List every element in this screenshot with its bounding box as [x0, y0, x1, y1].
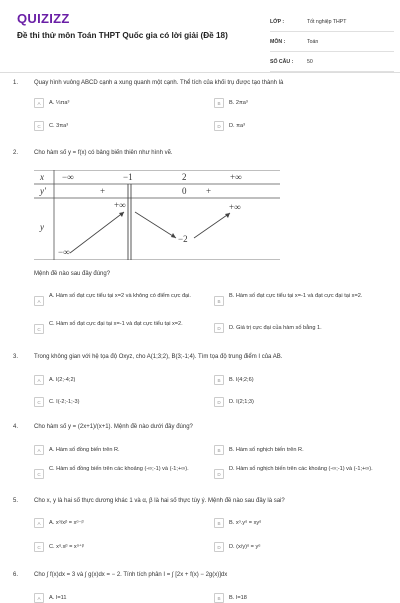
sign-value: +	[100, 186, 106, 196]
option-b[interactable]	[214, 376, 254, 385]
option-text: A. I=11	[49, 595, 67, 601]
option-letter-box: C	[34, 542, 44, 552]
x-value: −1	[123, 172, 133, 182]
meta-key: LỚP :	[270, 18, 285, 25]
option-text: A. xᵅ/xᵝ = xᵅ⁻ᵝ	[49, 520, 84, 526]
option-text: B. 2πa³	[229, 100, 248, 106]
worksheet-header	[0, 0, 400, 70]
y-row-label: y	[40, 222, 44, 232]
meta-value: Toán	[307, 38, 319, 45]
option-b[interactable]	[214, 446, 304, 455]
question-text: Cho hàm số y = f(x) có bảng biến thiên như hình vẽ.	[34, 150, 173, 156]
option-c[interactable]	[34, 543, 84, 552]
question-text: Quay hình vuông ABCD cạnh a xung quanh một cạnh. Thể tích của khối trụ được tạo thành là	[34, 80, 284, 86]
yprime-row-label: y′	[40, 186, 46, 196]
option-b[interactable]	[214, 292, 379, 306]
option-text: C. Hàm số đạt cực đại tại x=-1 và đạt cực tiểu tại x=2.	[49, 321, 183, 327]
meta-row-subject	[270, 32, 394, 52]
meta-row-class	[270, 12, 394, 32]
worksheet-title: Đề thi thử môn Toán THPT Quốc gia có lời giải (Đề 18)	[17, 31, 228, 40]
option-text: B. I(4;2;6)	[229, 377, 254, 383]
option-c[interactable]	[34, 398, 79, 407]
option-text: B. Hàm số nghịch biến trên R.	[229, 447, 304, 453]
worksheet-meta	[270, 12, 394, 72]
option-letter-box: A	[34, 98, 44, 108]
option-d[interactable]	[214, 543, 260, 552]
option-text: A. I(2;-4;2)	[49, 377, 76, 383]
x-value: +∞	[230, 172, 242, 182]
question-text: Trong không gian với hệ tọa độ Oxyz, cho A(1;3;2), B(3;-1;4). Tìm tọa độ trung điểm I của AB.	[34, 354, 283, 360]
option-letter-box: D	[214, 542, 224, 552]
option-text: D. Hàm số nghịch biến trên các khoảng (-∞;-1) và (-1;+∞).	[229, 466, 373, 472]
y-value: −2	[178, 234, 188, 244]
y-value: −∞	[58, 247, 70, 257]
option-letter-box: B	[214, 296, 224, 306]
question-prompt: Mệnh đề nào sau đây đúng?	[34, 271, 111, 277]
question-number: 3.	[13, 354, 19, 360]
option-b[interactable]	[214, 594, 247, 603]
option-text: C. I(-2;-1;-3)	[49, 399, 80, 405]
option-letter-box: D	[214, 469, 224, 479]
option-letter-box: A	[34, 296, 44, 306]
option-letter-box: B	[214, 518, 224, 528]
option-letter-box: D	[214, 397, 224, 407]
option-c[interactable]	[34, 320, 199, 334]
option-letter-box: A	[34, 375, 44, 385]
meta-key: MÔN :	[270, 38, 286, 45]
header-divider	[0, 72, 400, 73]
option-c[interactable]	[34, 122, 68, 131]
option-a[interactable]	[34, 292, 199, 306]
option-a[interactable]	[34, 99, 69, 108]
question-text: Cho x, y là hai số thực dương khác 1 và α, β là hai số thực tùy ý. Mệnh đề nào sau đây là sai?	[34, 498, 285, 504]
sign-value: 0	[182, 186, 187, 196]
meta-row-count	[270, 52, 394, 72]
x-value: −∞	[62, 172, 74, 182]
option-letter-box: A	[34, 593, 44, 603]
option-letter-box: D	[214, 121, 224, 131]
y-value: +∞	[114, 200, 126, 210]
question-number: 2.	[13, 150, 19, 156]
meta-value: Tốt nghiệp THPT	[307, 18, 347, 25]
option-text: D. πa³	[229, 123, 245, 129]
option-d[interactable]	[214, 398, 254, 407]
option-letter-box: C	[34, 324, 44, 334]
x-value: 2	[182, 172, 187, 182]
option-letter-box: A	[34, 445, 44, 455]
option-text: C. xᵅ.xᵝ = xᵅ⁺ᵝ	[49, 544, 84, 550]
option-text: A. Hàm số đạt cực tiểu tại x=2 và không có điểm cực đại.	[49, 293, 191, 299]
option-c[interactable]	[34, 465, 199, 479]
question-text: Cho ∫ f(x)dx = 3 và ∫ g(x)dx = − 2. Tính tích phân I = ∫ [2x + f(x) − 2g(x)]dx	[34, 572, 228, 578]
option-text: A. ⅓πa³	[49, 100, 70, 106]
question-number: 1.	[13, 80, 19, 86]
option-d[interactable]	[214, 465, 379, 479]
variation-table-lines	[34, 170, 280, 260]
option-d[interactable]	[214, 324, 322, 333]
question-text: Cho hàm số y = (2x+1)/(x+1). Mệnh đề nào dưới đây đúng?	[34, 424, 193, 430]
option-text: B. Hàm số đạt cực tiểu tại x=-1 và đạt cực đại tại x=2.	[229, 293, 363, 299]
option-b[interactable]	[214, 99, 248, 108]
option-text: C. 3πa³	[49, 123, 69, 129]
option-text: D. I(2;1;3)	[229, 399, 254, 405]
option-a[interactable]	[34, 519, 84, 528]
question-number: 5.	[13, 498, 19, 504]
option-text: C. Hàm số đồng biến trên các khoảng (-∞;-1) và (-1;+∞).	[49, 466, 189, 472]
option-text: B. xᵅ.yᵅ = xyᵅ	[229, 520, 262, 526]
sign-value: +	[206, 186, 212, 196]
option-a[interactable]	[34, 446, 120, 455]
option-a[interactable]	[34, 594, 66, 603]
meta-value: 50	[307, 58, 313, 65]
question-number: 4.	[13, 424, 19, 430]
option-letter-box: C	[34, 397, 44, 407]
option-letter-box: D	[214, 323, 224, 333]
y-value: +∞	[229, 202, 241, 212]
option-letter-box: B	[214, 593, 224, 603]
meta-key: SỐ CÂU :	[270, 58, 294, 65]
quizizz-logo: QUIZIZZ	[17, 11, 70, 26]
option-letter-box: C	[34, 121, 44, 131]
variation-table	[34, 170, 280, 260]
option-a[interactable]	[34, 376, 75, 385]
option-text: B. I=18	[229, 595, 247, 601]
x-row-label: x	[40, 172, 44, 182]
option-b[interactable]	[214, 519, 261, 528]
option-letter-box: B	[214, 98, 224, 108]
option-letter-box: B	[214, 445, 224, 455]
option-text: D. Giá trị cực đại của hàm số bằng 1.	[229, 325, 322, 331]
option-text: D. (x/y)ᵅ = yᵅ	[229, 544, 261, 550]
option-letter-box: B	[214, 375, 224, 385]
option-d[interactable]	[214, 122, 245, 131]
question-number: 6.	[13, 572, 19, 578]
option-text: A. Hàm số đồng biến trên R.	[49, 447, 120, 453]
option-letter-box: C	[34, 469, 44, 479]
option-letter-box: A	[34, 518, 44, 528]
